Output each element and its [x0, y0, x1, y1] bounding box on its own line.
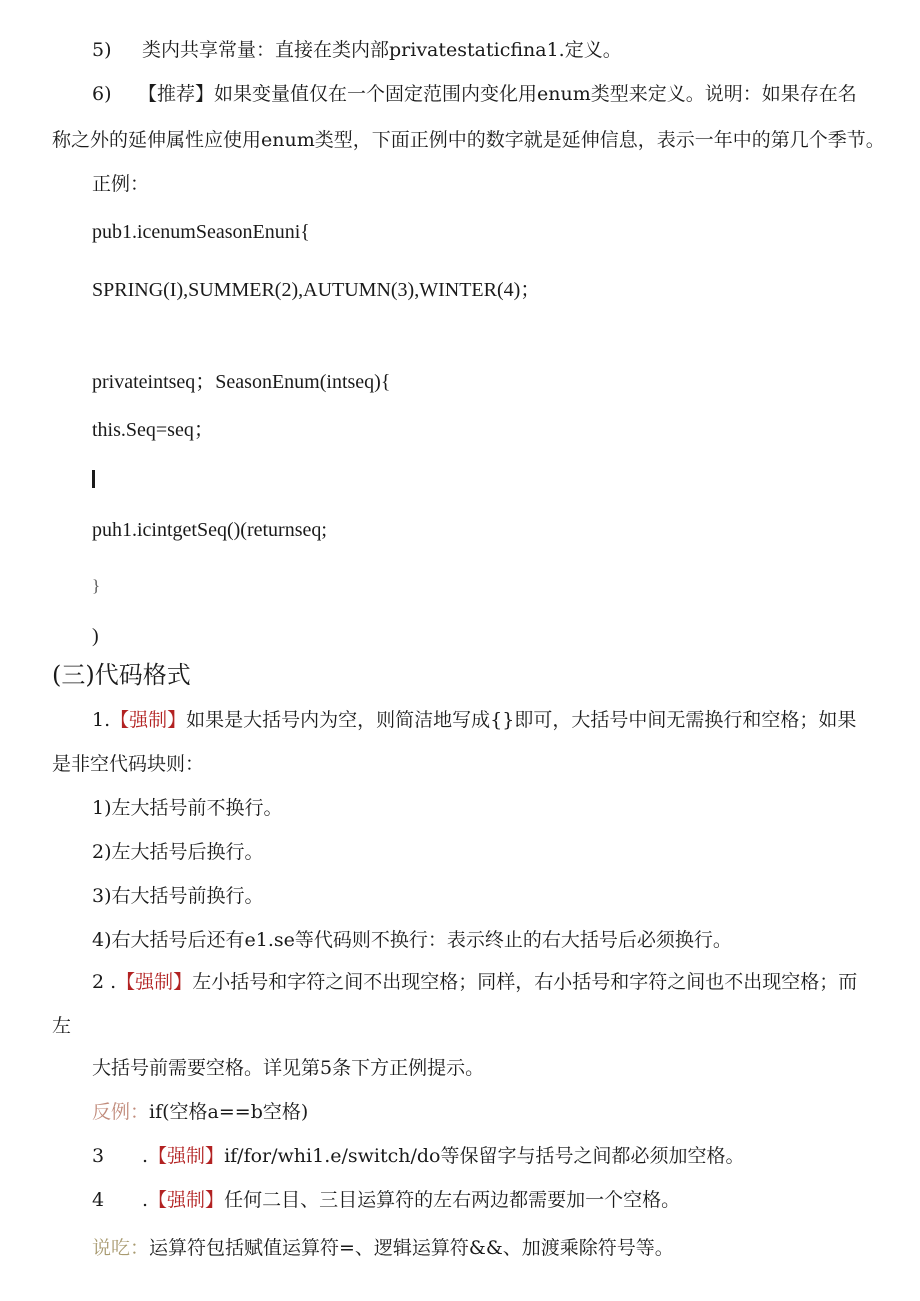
example-label: 正例：	[92, 173, 150, 195]
rule-4	[92, 1188, 680, 1212]
rule-1-subitem: 3)右大括号前换行。	[92, 885, 264, 907]
rule-2-continuation: 左	[52, 1015, 72, 1037]
counter-example	[92, 1100, 308, 1124]
item-text: 如果变量值仅在一个固定范围内变化用enum类型来定义。说明：如果存在名	[214, 83, 857, 105]
note-label: 说吃：	[92, 1237, 150, 1259]
item-number: 5)	[92, 39, 112, 61]
counter-example-label: 反例：	[92, 1101, 150, 1123]
rule-3	[92, 1144, 745, 1168]
counter-example-text: if(空格a==b空格)	[149, 1101, 309, 1123]
rule-1-subitem: 4)右大括号后还有e1.se等代码则不换行：表示终止的右大括号后必须换行。	[92, 929, 732, 951]
mandatory-tag: 【强制】	[116, 971, 193, 993]
rule-number: 2 .	[92, 971, 117, 993]
code-line-1: pub1.icenumSeasonEnuni{	[92, 221, 310, 243]
code-line-6: }	[92, 576, 101, 595]
mandatory-tag: 【强制】	[148, 1189, 225, 1211]
rule-dot: .	[142, 1145, 149, 1167]
code-line-4: this.Seq=seq；	[92, 419, 214, 441]
rule-text: 任何二目、三目运算符的左右两边都需要加一个空格。	[224, 1189, 681, 1211]
rule-text: 左小括号和字符之间不出现空格；同样，右小括号和字符之间也不出现空格；而	[192, 971, 858, 993]
code-line-2: SPRING(I),SUMMER(2),AUTUMN(3),WINTER(4)；	[92, 279, 541, 301]
rule-text: 如果是大括号内为空，则简洁地写成{}即可，大括号中间无需换行和空格；如果	[186, 709, 857, 731]
rule-number: 4	[92, 1189, 105, 1211]
rule-1	[92, 708, 856, 732]
rule-1-continuation: 是非空代码块则：	[52, 753, 205, 775]
rule-number: 1.	[92, 709, 111, 731]
list-item-6-continuation: 称之外的延伸属性应使用enum类型，下面正例中的数字就是延伸信息，表示一年中的第几个季节。	[52, 129, 885, 151]
list-item-5	[92, 38, 622, 62]
list-item-6	[92, 82, 857, 106]
rule-text: if/for/whi1.e/switch/do等保留字与括号之间都必须加空格。	[224, 1145, 745, 1167]
rule-2-continuation: 大括号前需要空格。详见第5条下方正例提示。	[92, 1057, 485, 1079]
code-line-3: privateintseq；SeasonEnum(intseq){	[92, 371, 391, 393]
rule-1-subitem: 2)左大括号后换行。	[92, 841, 264, 863]
mandatory-tag: 【强制】	[148, 1145, 225, 1167]
code-line-7: )	[92, 625, 99, 647]
note-text: 运算符包括赋值运算符=、逻辑运算符&&、加渡乘除符号等。	[149, 1237, 674, 1259]
rule-number: 3	[92, 1145, 105, 1167]
rule-2	[92, 970, 857, 994]
rule-1-subitem: 1)左大括号前不换行。	[92, 797, 283, 819]
item-text: 类内共享常量：直接在类内部privatestaticfina1.定义。	[142, 39, 622, 61]
note	[92, 1236, 674, 1260]
section-heading: (三)代码格式	[52, 661, 191, 689]
mandatory-tag: 【强制】	[110, 709, 187, 731]
recommend-tag: 【推荐】	[138, 83, 215, 105]
rule-dot: .	[142, 1189, 149, 1211]
code-line-5: puh1.icintgetSeq()(returnseq;	[92, 519, 327, 541]
text-cursor-bar	[92, 470, 95, 488]
item-number: 6)	[92, 83, 112, 105]
